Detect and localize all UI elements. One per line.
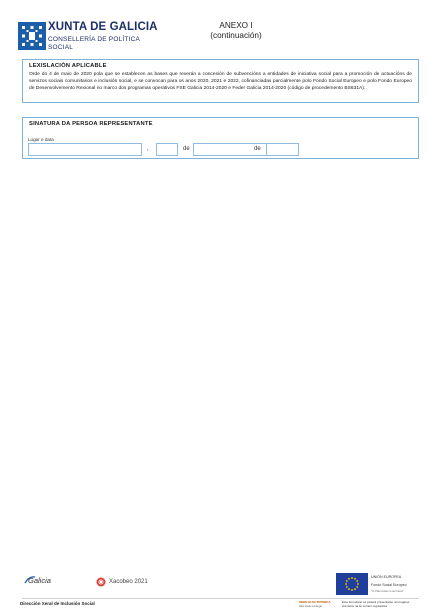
place-date-label: Lugar e data xyxy=(28,137,54,142)
day-input[interactable] xyxy=(156,143,178,156)
annex-title: ANEXO I xyxy=(219,21,253,30)
de-separator-2: de xyxy=(254,146,261,152)
footer-department: Dirección Xeral de Inclusión Social xyxy=(20,601,95,606)
legislation-section xyxy=(22,59,419,103)
form-presentation-note: Este formulario só poderá presentarse nos lugares previstos na lei común reguladora xyxy=(342,600,410,608)
sede-logo: SEDE ELECTRÓNICA xyxy=(299,600,331,604)
org-name: XUNTA DE GALICIA xyxy=(48,21,158,33)
eu-union-label: UNIÓN EUROPEA xyxy=(371,575,402,579)
eu-slogan: "O FSE inviste no teu futuro" xyxy=(371,590,404,593)
xunta-galicia-logo-icon xyxy=(18,22,46,50)
annex-title-block xyxy=(200,21,272,41)
comma-separator: , xyxy=(147,146,149,152)
xacobeo-logo: Xacobeo 2021 xyxy=(109,579,148,585)
department-line-2: SOCIAL xyxy=(48,44,74,51)
signature-title: SINATURA DA PERSOA REPRESENTANTE xyxy=(29,121,153,127)
place-input[interactable] xyxy=(28,143,142,156)
galicia-logo: Galicia xyxy=(28,576,51,585)
legislation-text: Orde do 4 de maio de 2020 pola que se establecen as bases que rexerán a concesión de subvencións a entidades de iniciativa social para a promoción de actuacións de servizos sociais comunitarios e inclusión social, e se convocan para os anos 2020, 2021 e 2022, cofinanciadas parcialmente polo Fondo Social Europeo e polo Fondo Europeo de Desenvolvemento Rexional no marco dos programas operativos FSE Galicia 2014-2020 e Feder Galicia 2014-2020 (código de procedemento BS631A). xyxy=(29,72,412,92)
year-input[interactable] xyxy=(266,143,299,156)
eu-fund-label: Fondo Social Europeo xyxy=(371,583,407,587)
legislation-title: LEXISLACIÓN APLICABLE xyxy=(29,63,107,69)
xacobeo-logo-icon xyxy=(96,577,106,587)
annex-subtitle: (continuación) xyxy=(210,31,262,40)
sede-url: https://sede.xunta.gal xyxy=(299,605,322,608)
footer-divider xyxy=(22,598,419,599)
eu-flag-icon xyxy=(336,573,368,595)
department-line-1: CONSELLERÍA DE POLÍTICA xyxy=(48,36,141,43)
de-separator-1: de xyxy=(183,146,190,152)
